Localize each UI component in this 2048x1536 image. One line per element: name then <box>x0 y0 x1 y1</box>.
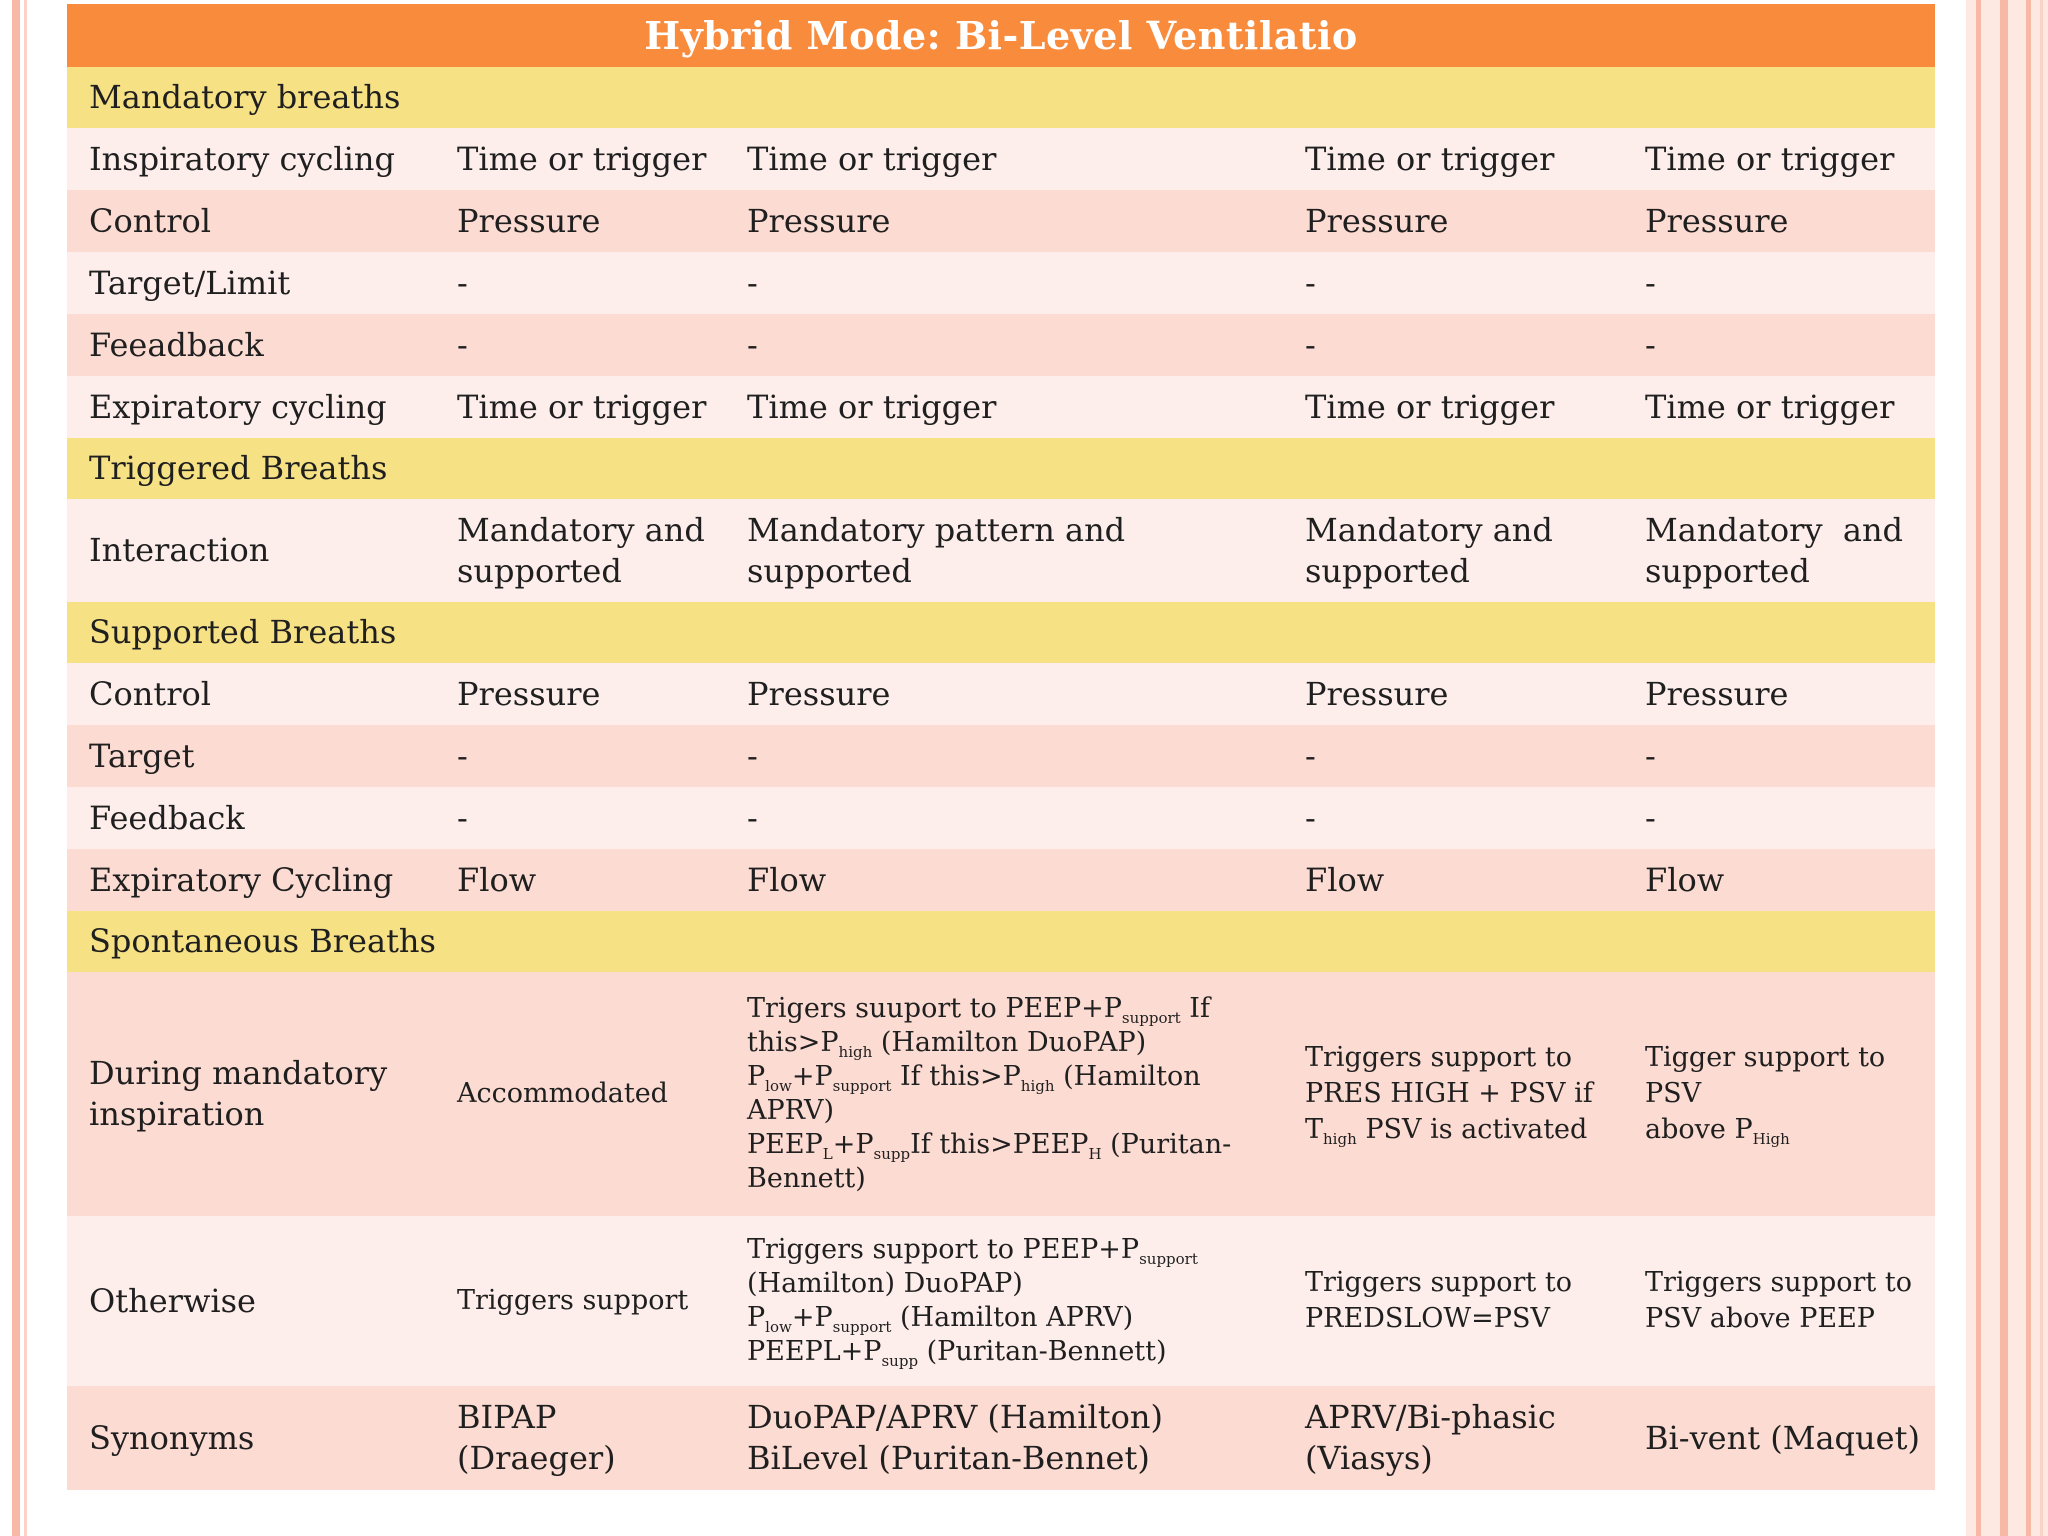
table-row <box>67 314 1935 376</box>
table-cell: - <box>747 798 758 837</box>
table-cell: Time or trigger <box>1305 139 1555 178</box>
row-label-line: During mandatory <box>89 1054 388 1092</box>
table-row <box>67 128 1935 190</box>
row-label: Synonyms <box>89 1418 255 1457</box>
table-row <box>67 849 1935 911</box>
section-label: Supported Breaths <box>89 613 397 651</box>
table-cell <box>1623 1265 1935 1337</box>
table-cell: Time or trigger <box>1305 387 1555 426</box>
row-label-line: inspiration <box>89 1095 265 1133</box>
table-cell: - <box>1305 798 1316 837</box>
table-cell <box>435 1397 725 1479</box>
row-label: Control <box>89 674 212 713</box>
cell-line: Bennett) <box>747 1163 866 1194</box>
row-label: Expiratory Cycling <box>89 860 394 899</box>
cell-line: Bi-vent (Maquet) <box>1645 1418 1920 1457</box>
table-cell <box>435 510 725 592</box>
comparison-table <box>67 4 1935 1490</box>
row-label: Inspiratory cycling <box>89 139 395 178</box>
table-cell: Time or trigger <box>1645 387 1895 426</box>
section-header-triggered <box>67 438 1935 499</box>
cell-line: Mandatory pattern and <box>747 510 1126 549</box>
table-cell: - <box>1305 736 1316 775</box>
cell-line: Triggers support to <box>1305 1042 1572 1073</box>
cell-line: PSV above PEEP <box>1645 1303 1875 1334</box>
table-cell: - <box>747 263 758 302</box>
section-header-supported <box>67 602 1935 663</box>
table-cell: Pressure <box>1645 201 1789 240</box>
cell-line: $PEEPL+P_{supp}$ (Puritan-Bennett) <box>747 1336 1167 1370</box>
table-cell <box>1283 510 1623 592</box>
cell-line: $P_{low}+P_{support}$ If $this>P_{high}$ (Hamilton <box>747 1061 1201 1095</box>
cell-line: Mandatory and <box>1305 510 1553 549</box>
cell-line: BiLevel (Puritan-Bennet) <box>747 1439 1150 1477</box>
table-cell: Pressure <box>1645 674 1789 713</box>
row-label: Feedback <box>89 798 245 837</box>
table-cell: Time or trigger <box>747 139 997 178</box>
row-label: Interaction <box>89 531 270 569</box>
cell-line: supported <box>747 551 912 590</box>
section-header-spontaneous <box>67 911 1935 972</box>
cell-line: APRV/Bi-phasic <box>1305 1398 1556 1436</box>
table-cell: Flow <box>1645 860 1725 899</box>
row-label: Target <box>89 736 195 775</box>
table-cell: - <box>1305 263 1316 302</box>
left-border-stripe <box>12 0 20 1536</box>
table-row <box>67 787 1935 849</box>
right-border-stripe <box>2040 0 2043 1536</box>
cell-line: Mandatory and <box>457 510 705 549</box>
cell-line: $this>P_{high}$ (Hamilton DuoPAP) <box>747 1027 1147 1061</box>
table-cell <box>1623 1040 1935 1148</box>
cell-line: PREDSLOW=PSV <box>1305 1303 1550 1334</box>
cell-line: $T_{high}$ PSV is activated <box>1305 1114 1588 1148</box>
table-cell <box>725 510 1283 592</box>
table-row <box>67 1386 1935 1490</box>
table-title: Hybrid Mode: Bi-Level Ventilatio <box>67 4 1935 67</box>
table-cell: - <box>457 798 468 837</box>
table-cell <box>725 1233 1283 1369</box>
table-cell: Accommodated <box>457 1078 668 1109</box>
cell-line: above $P_{High}$ <box>1645 1114 1790 1148</box>
cell-line: Tigger support to PSV <box>1645 1042 1886 1109</box>
cell-line: PRES HIGH + PSV if <box>1305 1078 1593 1109</box>
table-cell: - <box>457 263 468 302</box>
cell-line: (Draeger) <box>457 1439 616 1477</box>
table-cell: Time or trigger <box>457 139 707 178</box>
table-cell: - <box>1305 325 1316 364</box>
table-cell: - <box>1645 325 1656 364</box>
cell-line: Trigers suuport to $PEEP+P_{support}$ If <box>747 993 1210 1027</box>
table-cell <box>1283 1265 1623 1337</box>
table-cell: - <box>747 736 758 775</box>
section-header-mandatory <box>67 67 1935 128</box>
right-border-stripe <box>2000 0 2008 1536</box>
table-cell: Pressure <box>747 201 891 240</box>
table-cell: Time or trigger <box>1645 139 1895 178</box>
cell-line: supported <box>1305 551 1470 590</box>
table-cell: - <box>457 325 468 364</box>
table-cell: Flow <box>457 860 537 899</box>
table-row <box>67 972 1935 1216</box>
cell-line: Triggers support to <box>1645 1267 1912 1298</box>
table-cell: Flow <box>1305 860 1385 899</box>
table-row <box>67 252 1935 314</box>
row-label: Expiratory cycling <box>89 387 387 426</box>
table-cell <box>1623 510 1935 592</box>
cell-line: supported <box>457 551 622 590</box>
table-row <box>67 376 1935 438</box>
table-cell: Triggers support <box>457 1285 689 1316</box>
table-row <box>67 499 1935 602</box>
cell-line: $P_{low}+P_{support}$ (Hamilton APRV) <box>747 1302 1134 1336</box>
table-cell: Flow <box>747 860 827 899</box>
table-cell: - <box>1645 798 1656 837</box>
row-label: Control <box>89 201 212 240</box>
table-cell: Pressure <box>457 674 601 713</box>
table-row <box>67 1216 1935 1386</box>
cell-line: BIPAP <box>457 1398 557 1436</box>
table-row <box>67 663 1935 725</box>
cell-line: (Hamilton) DuoPAP) <box>747 1268 1023 1299</box>
row-label: Feeadback <box>89 325 264 364</box>
section-label: Mandatory breaths <box>89 78 401 116</box>
table-cell: Pressure <box>1305 201 1449 240</box>
row-label: Otherwise <box>89 1281 256 1320</box>
table-cell: Time or trigger <box>747 387 997 426</box>
table-cell <box>1623 1418 1935 1459</box>
table-cell <box>1283 1397 1623 1479</box>
table-cell: - <box>1645 736 1656 775</box>
cell-line: $PEEP_L+P_{supp}If$ $this>PEEP_H$ (Puritan- <box>747 1129 1232 1163</box>
section-label: Spontaneous Breaths <box>89 922 436 960</box>
row-label: Target/Limit <box>89 263 291 302</box>
row-label <box>67 1053 435 1135</box>
cell-line: Mandatory and <box>1645 510 1904 549</box>
table-cell: Time or trigger <box>457 387 707 426</box>
cell-line: DuoPAP/APRV (Hamilton) <box>747 1398 1163 1436</box>
cell-line: Triggers support to $PEEP+P_{support}$ <box>747 1234 1198 1268</box>
table-cell <box>1283 1040 1623 1148</box>
left-border-thin-stripe <box>24 0 27 1536</box>
cell-line: Triggers support to <box>1305 1267 1572 1298</box>
right-border-stripe <box>2026 0 2031 1536</box>
table-row <box>67 190 1935 252</box>
section-label: Triggered Breaths <box>89 449 388 487</box>
table-cell: - <box>1645 263 1656 302</box>
right-border-stripe <box>1976 0 1981 1536</box>
cell-line: supported <box>1645 551 1810 590</box>
cell-line: APRV) <box>747 1095 835 1126</box>
table-row <box>67 725 1935 787</box>
table-cell: - <box>457 736 468 775</box>
table-cell: Pressure <box>1305 674 1449 713</box>
table-cell: - <box>747 325 758 364</box>
cell-line: (Viasys) <box>1305 1439 1433 1477</box>
table-cell <box>725 992 1283 1196</box>
table-cell: Pressure <box>457 201 601 240</box>
table-cell <box>725 1397 1283 1479</box>
table-cell: Pressure <box>747 674 891 713</box>
